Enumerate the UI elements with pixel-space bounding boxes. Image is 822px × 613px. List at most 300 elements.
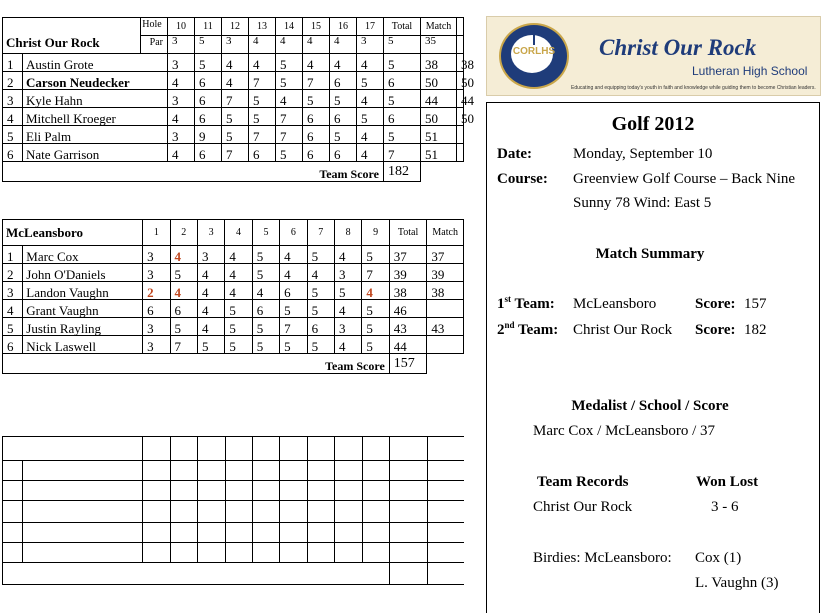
blank-cell	[143, 543, 170, 563]
birdie-score: 4	[170, 246, 197, 264]
blank-cell	[170, 501, 197, 523]
hole-score: 3	[168, 90, 195, 108]
blank-scorecard	[2, 436, 464, 585]
hole-score: 7	[362, 264, 389, 282]
blank-cell	[390, 481, 428, 501]
player-name: Kyle Hahn	[23, 90, 168, 108]
par-value: 4	[330, 36, 357, 54]
weather-value: Sunny 78 Wind: East 5	[573, 195, 712, 211]
par-value: 4	[276, 36, 303, 54]
first-place-label: 1st Team:	[497, 294, 555, 312]
player-name: Marc Cox	[23, 246, 143, 264]
hole-score: 5	[330, 90, 357, 108]
match-score	[457, 144, 464, 162]
player-name: Carson Neudecker	[23, 72, 168, 90]
hole-score: 6	[249, 144, 276, 162]
hole-number: 17	[357, 18, 384, 36]
birdie-score: 2	[143, 282, 170, 300]
empty-cell	[457, 36, 464, 54]
hole-score: 4	[357, 90, 384, 108]
score-label: Score:	[695, 322, 736, 338]
par-value: 4	[303, 36, 330, 54]
player-name: Nick Laswell	[23, 336, 143, 354]
team2-name: McLeansboro	[3, 220, 143, 246]
hole-score: 3	[143, 246, 170, 264]
player-total: 44	[389, 336, 427, 354]
hole-score: 4	[168, 144, 195, 162]
player-total: 37	[389, 246, 427, 264]
table-row	[3, 144, 464, 162]
blank-cell	[390, 543, 428, 563]
hole-score: 5	[222, 108, 249, 126]
blank-cell	[143, 437, 170, 461]
blank-cell	[280, 481, 307, 501]
blank-cell	[198, 437, 225, 461]
hole-score: 3	[168, 54, 195, 72]
hole-score: 6	[307, 318, 334, 336]
hole-score: 5	[384, 90, 421, 108]
blank-cell	[335, 501, 362, 523]
blank-cell	[170, 543, 197, 563]
player-number: 2	[3, 264, 23, 282]
blank-cell	[253, 501, 280, 523]
hole-score: 7	[276, 126, 303, 144]
blank-row	[3, 461, 465, 481]
blank-cell	[3, 563, 390, 585]
hole-number: 4	[225, 220, 252, 246]
logo-subtitle: Lutheran High School	[692, 64, 808, 78]
blank-cell	[253, 543, 280, 563]
hole-score: 5	[195, 54, 222, 72]
hole-number: 6	[280, 220, 307, 246]
course-label: Course:	[497, 171, 548, 187]
hole-score: 5	[252, 264, 279, 282]
hole-number: 8	[334, 220, 361, 246]
first-place-team: McLeansboro	[573, 296, 657, 312]
table-row	[3, 90, 464, 108]
player-total: 51	[421, 126, 457, 144]
blank-cell	[3, 501, 23, 523]
hole-number: 5	[252, 220, 279, 246]
hole-score: 5	[225, 336, 252, 354]
hole-number: 10	[168, 18, 195, 36]
player-total: 50	[421, 108, 457, 126]
blank-cell	[198, 481, 225, 501]
team-score: 182	[384, 162, 421, 182]
hole-score: 3	[143, 318, 170, 336]
match-score: 50	[457, 108, 464, 126]
player-number: 6	[3, 336, 23, 354]
team-records-heading: Team Records	[537, 474, 629, 490]
score-label: Score:	[695, 296, 736, 312]
hole-score: 4	[334, 300, 361, 318]
team1-scorecard	[2, 17, 474, 182]
hole-score: 4	[280, 264, 307, 282]
hole-score: 6	[384, 108, 421, 126]
blank-cell	[362, 523, 389, 543]
player-name: Nate Garrison	[23, 144, 168, 162]
hole-score: 4	[225, 264, 252, 282]
player-name: Eli Palm	[23, 126, 168, 144]
match-score: 38	[427, 282, 464, 300]
hole-score: 3	[143, 264, 170, 282]
blank-cell	[253, 523, 280, 543]
date-value: Monday, September 10	[573, 146, 713, 162]
hole-score: 5	[384, 54, 421, 72]
player-total: 43	[389, 318, 427, 336]
team1-name: Christ Our Rock	[3, 36, 141, 54]
hole-score: 5	[249, 90, 276, 108]
player-number: 3	[3, 90, 23, 108]
second-place-score: 182	[744, 322, 767, 338]
hole-score: 4	[168, 72, 195, 90]
empty-cell	[421, 162, 457, 182]
hole-score: 5	[307, 282, 334, 300]
player-number: 1	[3, 246, 23, 264]
hole-score: 5	[197, 336, 224, 354]
blank-cell	[362, 481, 389, 501]
table-row	[3, 246, 464, 264]
extra-header	[457, 18, 464, 36]
table-row	[3, 282, 464, 300]
blank-cell	[427, 437, 464, 461]
hole-number: 9	[362, 220, 389, 246]
hole-score: 7	[249, 72, 276, 90]
blank-cell	[335, 481, 362, 501]
hole-score: 7	[280, 318, 307, 336]
blank-cell	[225, 501, 252, 523]
hole-score: 6	[252, 300, 279, 318]
seal-text: CORLHS	[512, 46, 556, 57]
player-name: Grant Vaughn	[23, 300, 143, 318]
hole-score: 3	[334, 318, 361, 336]
blank-cell	[307, 481, 334, 501]
hole-score: 6	[195, 90, 222, 108]
hole-score: 5	[357, 72, 384, 90]
hole-score: 4	[357, 144, 384, 162]
match-score: 39	[427, 264, 464, 282]
hole-score: 5	[362, 336, 389, 354]
hole-score: 3	[143, 336, 170, 354]
hole-score: 4	[303, 54, 330, 72]
hole-score: 6	[143, 300, 170, 318]
second-place-label: 2nd Team:	[497, 320, 559, 338]
hole-score: 6	[303, 144, 330, 162]
blank-cell	[225, 461, 252, 481]
player-number: 5	[3, 318, 23, 336]
hole-number: 7	[307, 220, 334, 246]
blank-cell	[3, 461, 23, 481]
blank-cell	[307, 543, 334, 563]
player-total: 39	[389, 264, 427, 282]
hole-score: 6	[330, 144, 357, 162]
table-row	[3, 336, 464, 354]
hole-score: 4	[357, 126, 384, 144]
hole-score: 7	[249, 126, 276, 144]
hole-number: 12	[222, 18, 249, 36]
player-number: 2	[3, 72, 23, 90]
birdie-entry: Cox (1)	[695, 550, 742, 566]
blank-cell	[307, 437, 334, 461]
blank-cell	[390, 563, 428, 585]
total-header: Total	[384, 18, 421, 36]
player-total: 46	[389, 300, 427, 318]
school-logo-banner	[486, 16, 821, 96]
blank-row	[3, 523, 465, 543]
match-summary-heading: Match Summary	[595, 246, 705, 262]
page-title: Golf 2012	[611, 113, 695, 135]
hole-score: 7	[222, 144, 249, 162]
match-score: 38	[457, 54, 464, 72]
table-row	[3, 54, 464, 72]
logo-tagline: Educating and equipping today's youth in faith and knowledge while guiding them to become Christian leaders.	[571, 85, 816, 91]
medalist-heading: Medalist / School / Score	[571, 398, 729, 414]
match-score: 37	[427, 246, 464, 264]
hole-score: 5	[225, 300, 252, 318]
par-label: Par	[141, 36, 168, 54]
hole-score: 3	[197, 246, 224, 264]
hole-score: 6	[303, 126, 330, 144]
player-name: Austin Grote	[23, 54, 168, 72]
par-value: 5	[384, 36, 421, 54]
player-total: 51	[421, 144, 457, 162]
hole-score: 5	[252, 318, 279, 336]
birdie-entry: L. Vaughn (3)	[695, 575, 779, 591]
blank-cell	[335, 437, 362, 461]
team2-scorecard	[2, 219, 464, 374]
blank-cell	[198, 501, 225, 523]
hole-score: 4	[249, 54, 276, 72]
match-score	[427, 300, 464, 318]
blank-cell	[198, 523, 225, 543]
blank-cell	[225, 437, 252, 461]
blank-cell	[390, 501, 428, 523]
hole-score: 5	[384, 126, 421, 144]
player-number: 4	[3, 300, 23, 318]
match-score: 43	[427, 318, 464, 336]
player-name: John O'Daniels	[23, 264, 143, 282]
player-number: 1	[3, 54, 23, 72]
blank-row	[3, 481, 465, 501]
player-number: 6	[3, 144, 23, 162]
hole-number: 11	[195, 18, 222, 36]
course-value: Greenview Golf Course – Back Nine	[573, 171, 796, 187]
hole-number: 3	[197, 220, 224, 246]
team1-name-cell	[3, 18, 141, 36]
blank-cell	[23, 461, 143, 481]
hole-score: 4	[334, 246, 361, 264]
blank-cell	[170, 437, 197, 461]
hole-score: 5	[222, 126, 249, 144]
second-place-team: Christ Our Rock	[573, 322, 673, 338]
hole-score: 7	[276, 108, 303, 126]
blank-cell	[280, 501, 307, 523]
blank-cell	[198, 461, 225, 481]
blank-cell	[23, 501, 143, 523]
hole-score: 7	[303, 72, 330, 90]
player-total: 38	[389, 282, 427, 300]
player-total: 50	[421, 72, 457, 90]
blank-cell	[23, 481, 143, 501]
hole-score: 4	[222, 72, 249, 90]
hole-number: 15	[303, 18, 330, 36]
blank-cell	[280, 543, 307, 563]
blank-cell	[390, 461, 428, 481]
match-score: 50	[457, 72, 464, 90]
hole-score: 5	[276, 54, 303, 72]
blank-row	[3, 563, 465, 585]
blank-cell	[335, 543, 362, 563]
blank-cell	[427, 461, 464, 481]
blank-cell	[3, 437, 143, 461]
table-row	[3, 126, 464, 144]
match-score	[457, 126, 464, 144]
hole-score: 5	[252, 336, 279, 354]
hole-score: 6	[330, 72, 357, 90]
blank-cell	[143, 461, 170, 481]
school-seal-icon	[499, 23, 569, 89]
hole-score: 5	[334, 282, 361, 300]
hole-score: 7	[170, 336, 197, 354]
logo-title: Christ Our Rock	[599, 35, 757, 60]
blank-cell	[143, 523, 170, 543]
blank-cell	[253, 481, 280, 501]
hole-score: 4	[225, 282, 252, 300]
first-place-score: 157	[744, 296, 767, 312]
blank-cell	[362, 501, 389, 523]
hole-score: 5	[170, 264, 197, 282]
records-value: 3 - 6	[711, 499, 739, 515]
blank-cell	[427, 543, 464, 563]
hole-number: 13	[249, 18, 276, 36]
blank-cell	[390, 523, 428, 543]
hole-score: 4	[307, 264, 334, 282]
player-name: Landon Vaughn	[23, 282, 143, 300]
blank-cell	[23, 523, 143, 543]
blank-cell	[3, 543, 23, 563]
blank-cell	[225, 543, 252, 563]
hole-number: 1	[143, 220, 170, 246]
par-value: 3	[168, 36, 195, 54]
blank-cell	[170, 481, 197, 501]
hole-score: 7	[384, 144, 421, 162]
par-value: 4	[249, 36, 276, 54]
hole-score: 6	[384, 72, 421, 90]
blank-cell	[427, 481, 464, 501]
player-total: 38	[421, 54, 457, 72]
blank-cell	[335, 461, 362, 481]
hole-score: 5	[249, 108, 276, 126]
table-row	[3, 300, 464, 318]
hole-score: 4	[357, 54, 384, 72]
blank-cell	[362, 461, 389, 481]
hole-score: 4	[280, 246, 307, 264]
hole-score: 4	[330, 54, 357, 72]
birdie-score: 4	[170, 282, 197, 300]
par-value: 3	[357, 36, 384, 54]
birdie-score: 4	[362, 282, 389, 300]
hole-score: 4	[197, 282, 224, 300]
hole-score: 4	[334, 336, 361, 354]
hole-score: 6	[330, 108, 357, 126]
hole-score: 5	[362, 300, 389, 318]
hole-score: 5	[362, 318, 389, 336]
hole-score: 7	[222, 90, 249, 108]
team-score: 157	[389, 354, 427, 374]
blank-cell	[3, 481, 23, 501]
hole-score: 5	[362, 246, 389, 264]
hole-score: 5	[330, 126, 357, 144]
team-score-label: Team Score	[3, 162, 384, 182]
hole-score: 5	[280, 336, 307, 354]
player-total: 44	[421, 90, 457, 108]
hole-score: 6	[280, 282, 307, 300]
hole-score: 4	[276, 90, 303, 108]
hole-score: 5	[303, 90, 330, 108]
par-value: 5	[195, 36, 222, 54]
par-total: 35	[421, 36, 457, 54]
hole-number: 14	[276, 18, 303, 36]
blank-cell	[307, 523, 334, 543]
player-number: 3	[3, 282, 23, 300]
blank-cell	[253, 437, 280, 461]
won-lost-heading: Won Lost	[696, 474, 759, 490]
blank-cell	[280, 523, 307, 543]
blank-cell	[307, 461, 334, 481]
hole-score: 5	[170, 318, 197, 336]
hole-score: 5	[307, 336, 334, 354]
total-header: Total	[389, 220, 427, 246]
blank-cell	[225, 481, 252, 501]
match-summary-panel	[486, 102, 820, 613]
blank-row	[3, 437, 465, 461]
table-row	[3, 72, 464, 90]
blank-cell	[280, 461, 307, 481]
hole-score: 6	[195, 72, 222, 90]
hole-score: 5	[252, 246, 279, 264]
hole-score: 5	[276, 144, 303, 162]
hole-label: Hole	[141, 18, 168, 36]
hole-score: 4	[168, 108, 195, 126]
blank-cell	[427, 501, 464, 523]
blank-row	[3, 501, 465, 523]
table-row	[3, 108, 464, 126]
hole-score: 6	[195, 108, 222, 126]
par-value: 3	[222, 36, 249, 54]
player-number: 5	[3, 126, 23, 144]
hole-score: 4	[225, 246, 252, 264]
match-header: Match	[427, 220, 464, 246]
blank-cell	[427, 523, 464, 543]
blank-cell	[170, 523, 197, 543]
hole-score: 3	[334, 264, 361, 282]
medalist-value: Marc Cox / McLeansboro / 37	[533, 423, 716, 439]
blank-cell	[253, 461, 280, 481]
cross-icon	[530, 27, 538, 45]
hole-score: 3	[168, 126, 195, 144]
blank-cell	[335, 523, 362, 543]
blank-cell	[390, 437, 428, 461]
blank-cell	[427, 563, 464, 585]
blank-cell	[143, 481, 170, 501]
table-row	[3, 318, 464, 336]
team-score-label: Team Score	[3, 354, 390, 374]
table-row	[3, 264, 464, 282]
hole-score: 9	[195, 126, 222, 144]
blank-cell	[3, 523, 23, 543]
blank-row	[3, 543, 465, 563]
hole-score: 6	[303, 108, 330, 126]
